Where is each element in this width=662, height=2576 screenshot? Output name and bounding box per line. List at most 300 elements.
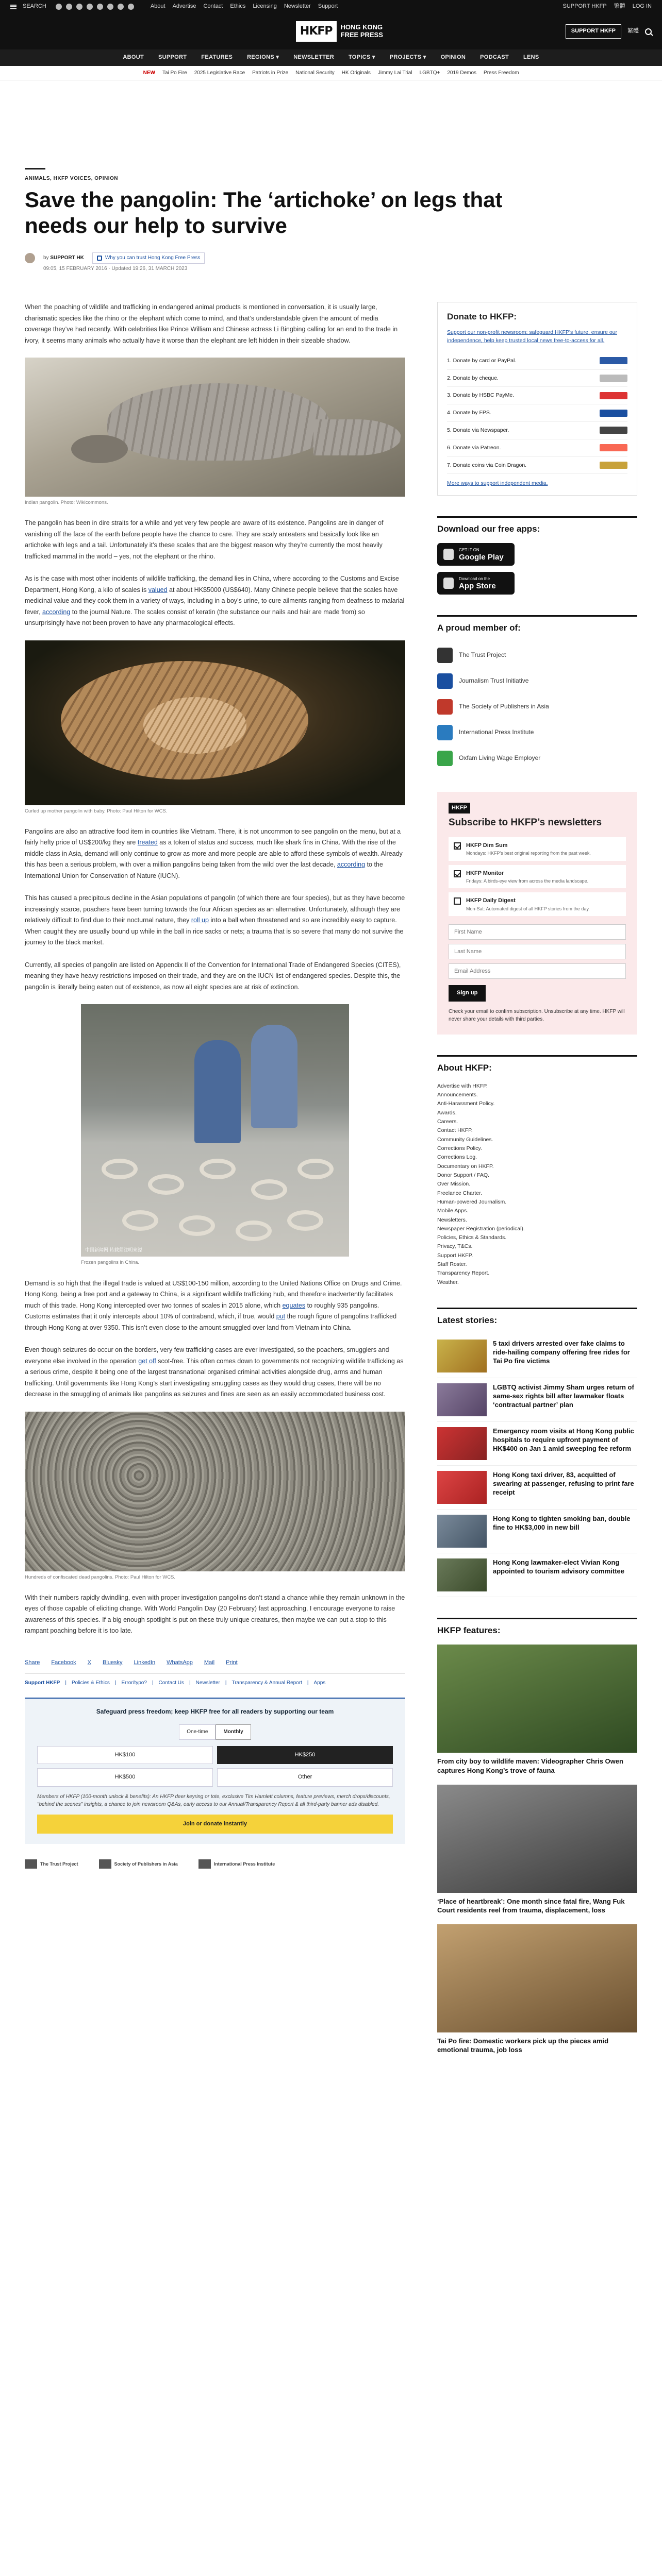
checkbox-checked[interactable] — [454, 842, 461, 850]
policies-link[interactable]: Policies & Ethics — [71, 1680, 110, 1686]
share-print-link[interactable]: Print — [226, 1659, 238, 1666]
sopa-icon — [437, 699, 453, 715]
facebook-icon[interactable] — [56, 4, 62, 10]
support-hkfp-link[interactable]: Support HKFP — [25, 1680, 60, 1686]
trending-item[interactable]: Jimmy Lai Trial — [377, 70, 412, 76]
fps-icon — [600, 410, 627, 417]
about-list — [437, 1082, 637, 1287]
newsletter-link[interactable]: Newsletter — [195, 1680, 220, 1686]
utility-link[interactable]: About — [150, 3, 166, 10]
apps-heading: Download our free apps: — [437, 516, 637, 536]
story-thumbnail — [437, 1558, 487, 1591]
paragraph — [25, 1278, 405, 1334]
about-link[interactable]: Staff Roster. — [437, 1261, 467, 1268]
sidebar-donate-title: Donate to HKFP: — [447, 312, 517, 322]
about-link[interactable]: Documentary on HKFP. — [437, 1163, 494, 1170]
pangolin-curl-shape — [179, 1215, 215, 1236]
trust-project-icon — [437, 648, 453, 663]
inline-link[interactable]: put — [276, 1313, 286, 1320]
latest-stories — [437, 1308, 637, 1597]
pangolin-photo-2[interactable] — [25, 640, 405, 805]
email-field[interactable] — [449, 963, 626, 979]
paragraph: With their numbers rapidly dwindling, even with proper investigation pangolins don’t stand a chance while they remain unknown in the eyes of those capable of eliciting change. With World Pangolin Day (20 February) fast approaching, I encourage everyone to raise awareness of this species. If a big enough spotlight is put on these truly unique creatures, then maybe we can put a stop to this rampant poaching before it is too late. — [25, 1594, 405, 1635]
share-label: Share — [25, 1659, 40, 1666]
utility-link[interactable]: Licensing — [253, 3, 277, 10]
amount-grid — [37, 1746, 393, 1787]
caption: Curled up mother pangolin with baby. Photo: Paul Hilton for WCS. — [25, 808, 168, 814]
donate-method[interactable] — [447, 370, 627, 387]
newsletter-desc: Mondays: HKFP's best original reporting from the past week. — [466, 851, 591, 856]
about-link[interactable]: Human-powered Journalism. — [437, 1198, 507, 1205]
pangolin-curl-shape — [287, 1210, 323, 1231]
feature-image — [437, 1785, 637, 1893]
story-item[interactable] — [437, 1422, 637, 1466]
story-item[interactable] — [437, 1510, 637, 1553]
story-item[interactable] — [437, 1334, 637, 1378]
pangolin-head-shape — [71, 435, 128, 463]
newsletter-option[interactable] — [449, 865, 626, 889]
text-run: Pangolins are also an attractive food item in countries like Vietnam. There, it is not uncommon to see pangolin on the menu, but at a fairly hefty price of US$200/kg they are — [25, 827, 401, 846]
photo-watermark: 中国新闻网 转载须注明来源 — [85, 1247, 142, 1253]
social-icons — [56, 4, 134, 10]
main-nav — [0, 49, 662, 66]
inline-link[interactable]: equates — [282, 1301, 306, 1309]
donate-method-label: 7. Donate coins via Coin Dragon. — [447, 462, 527, 468]
logo-line-1: HONG KONG — [340, 23, 383, 31]
inline-link[interactable]: according — [337, 861, 366, 869]
newsletter-desc: Fridays: A birds-eye view from across the media landscape. — [466, 878, 589, 884]
newsletter-name: HKFP Monitor — [466, 870, 504, 876]
author-link[interactable]: SUPPORT HK — [50, 255, 84, 261]
story-item[interactable] — [437, 1553, 637, 1597]
member-item[interactable] — [437, 694, 637, 720]
about-link[interactable]: Donor Support / FAQ. — [437, 1172, 489, 1178]
instagram-icon[interactable] — [76, 4, 82, 10]
pangolin-body-shape — [107, 383, 329, 461]
nav-item-about[interactable]: ABOUT — [123, 54, 144, 61]
frequency-monthly[interactable]: Monthly — [216, 1724, 251, 1740]
text-run: the rough figure of pangolins trafficked through Hong Kong at over 9350. This isn’t even close to the amount smuggled over land from Vietnam into China. — [25, 1313, 397, 1331]
masthead-language-link[interactable]: 繁體 — [627, 28, 639, 35]
inline-link[interactable]: treated — [137, 839, 158, 846]
x-icon[interactable] — [66, 4, 72, 10]
about-link[interactable]: Announcements. — [437, 1092, 478, 1098]
donate-method[interactable] — [447, 387, 627, 404]
newsletter-option[interactable] — [449, 892, 626, 916]
article-category[interactable]: ANIMALS, HKFP VOICES, OPINION — [25, 168, 45, 183]
about-link[interactable]: Mobile Apps. — [437, 1208, 469, 1214]
article-headline: Save the pangolin: The ‘artichoke’ on legs that needs our help to survive — [25, 188, 503, 238]
search-link[interactable]: SEARCH — [23, 3, 46, 10]
feature-item[interactable] — [437, 1785, 637, 1915]
utility-link[interactable]: Ethics — [230, 3, 246, 10]
story-title: LGBTQ activist Jimmy Sham urges return of same-sex rights bill after lawmaker floats ‘contractual partner’ plan — [493, 1383, 634, 1409]
story-item[interactable] — [437, 1378, 637, 1422]
google-play-big: Google Play — [459, 553, 504, 562]
cheque-icon — [600, 375, 627, 382]
nav-item-projects[interactable]: PROJECTS ▾ — [389, 54, 426, 61]
share-whatsapp-link[interactable]: WhatsApp — [167, 1659, 193, 1666]
about-link[interactable]: Privacy, T&Cs. — [437, 1243, 473, 1250]
member-label: The Trust Project — [459, 651, 506, 658]
trust-project-logo[interactable] — [25, 1859, 78, 1869]
about-link[interactable]: Careers. — [437, 1118, 458, 1125]
paragraph — [25, 1345, 405, 1400]
story-thumbnail — [437, 1427, 487, 1460]
support-hkfp-button[interactable]: SUPPORT HKFP — [566, 24, 621, 39]
member-block — [437, 615, 637, 771]
amount-option-selected[interactable]: HK$250 — [217, 1746, 393, 1765]
text-run: Even though seizures do occur on the borders, very few trafficking cases are ever investigated, so the poachers, smugglers and everyone else involved in the operation — [25, 1346, 389, 1365]
member-label: The Society of Publishers in Asia — [459, 702, 549, 710]
trending-item[interactable]: 2019 Demos — [447, 70, 477, 76]
pangolin-tail-shape — [313, 419, 401, 455]
feature-image — [437, 1924, 637, 2032]
bluesky-icon[interactable] — [107, 4, 113, 10]
feature-item[interactable] — [437, 1924, 637, 2055]
donate-widget-title: Safeguard press freedom; keep HKFP free for all readers by supporting our team — [96, 1708, 334, 1716]
apple-icon — [443, 578, 454, 589]
card-paypal-icon — [600, 357, 627, 364]
oxfam-icon — [437, 751, 453, 766]
worker-shape — [194, 1040, 241, 1143]
title-block — [25, 80, 637, 273]
google-play-small: GET IT ON — [459, 547, 479, 552]
caption: Frozen pangolins in China. — [81, 1260, 140, 1266]
logo-text — [341, 24, 383, 39]
share-mail-link[interactable]: Mail — [204, 1659, 215, 1666]
trending-item[interactable]: Press Freedom — [484, 70, 519, 76]
byline — [43, 254, 84, 262]
article-body — [25, 302, 405, 2086]
utility-bar — [0, 0, 662, 13]
newsletter-title: Subscribe to HKFP’s newsletters — [449, 817, 602, 828]
text-run: at about HK$5000 (US$640). Many Chinese people believe that the scales have medicinal value and they cook them in a variety of ways, including in a boy’s urine, to cure ailments ranging from deafness to malarial fever, — [25, 586, 405, 616]
amount-option[interactable]: HK$500 — [37, 1768, 213, 1787]
sidebar-donate — [437, 302, 637, 496]
first-name-field[interactable] — [449, 924, 626, 940]
about-block — [437, 1055, 637, 1287]
share-x-link[interactable]: X — [87, 1659, 92, 1666]
trust-badge-icon — [97, 256, 102, 261]
story-item[interactable] — [437, 1466, 637, 1510]
amount-option-other[interactable]: Other — [217, 1768, 393, 1787]
story-title: Hong Kong lawmaker-elect Vivian Kong appointed to tourism advisory committee — [493, 1558, 624, 1575]
menu-icon[interactable] — [10, 5, 16, 9]
author-avatar — [25, 253, 35, 263]
feature-item[interactable] — [437, 1645, 637, 1775]
about-link[interactable]: Awards. — [437, 1109, 457, 1116]
support-links: Support HKFP | Policies & Ethics | Error/typo? | Contact Us | Newsletter | Transparency & Annual Report | Apps — [25, 1674, 405, 1692]
text-run: Demand is so high that the illegal trade is valued at US$100-150 million, according to the United Nations Office on Drugs and Crime. Hong Kong, being a free port and a gateway to China, is a significant wildlife trafficking hub, and therefore inadvertently facilitates much of this trade. Hong Kong intercepted over two tonnes of scales in 2015 alone, which — [25, 1279, 402, 1309]
paragraph: The pangolin has been in dire straits for a while and yet very few people are aware of its existence. Pangolins are in danger of vanishing off the face of the earth before people have the chance to care. They are scaly anteaters and basically look like an artichoke with legs and a tail. Unfortunately it’s these scales that are the biggest reason why they’re currently the most heavily trafficked mammal in the world – yes, not the elephant or the rhino. — [25, 519, 384, 560]
donate-method[interactable] — [447, 422, 627, 439]
donate-method-label: 5. Donate via Newspaper. — [447, 427, 509, 433]
pangolin-curl-shape — [122, 1210, 158, 1231]
ipi-logo[interactable] — [198, 1859, 275, 1869]
member-item[interactable] — [437, 642, 637, 668]
member-item[interactable] — [437, 745, 637, 771]
member-heading: A proud member of: — [437, 615, 637, 635]
nav-item-features[interactable]: FEATURES — [201, 54, 233, 61]
text-run: As is the case with most other incidents of wildlife trafficking, the demand lies in China, where according to the Customs and Excise Department, Hong Kong, a kilo of scales is — [25, 575, 399, 594]
feature-image — [437, 1645, 637, 1753]
member-label: International Press Institute — [459, 728, 534, 736]
story-thumbnail — [437, 1515, 487, 1548]
masthead-right — [566, 24, 652, 39]
about-link[interactable]: Over Mission. — [437, 1181, 471, 1188]
apps-link[interactable]: Apps — [313, 1680, 326, 1686]
utility-link[interactable]: Contact — [203, 3, 223, 10]
newsletter-box — [437, 792, 637, 1035]
publish-date: 09:05, 15 FEBRUARY 2016 — [43, 266, 107, 272]
byline-prefix: by — [43, 255, 49, 261]
pangolin-curl-shape — [200, 1159, 236, 1179]
story-title: Hong Kong taxi driver, 83, acquitted of swearing at passenger, refusing to print fare receipt — [493, 1471, 634, 1497]
donate-method[interactable] — [447, 404, 627, 422]
about-link[interactable]: Contact HKFP. — [437, 1127, 473, 1134]
about-link[interactable]: Corrections Log. — [437, 1154, 477, 1161]
about-link[interactable]: Transparency Report. — [437, 1270, 490, 1277]
donate-widget-note: Members of HKFP (100-month unlock & benefits): An HKFP deer keyring or tote, exclusive Tim Hamlett columns, feature previews, merch drops/discounts, "behind the scenes" insights, a chance to join newsroom Q&As, early access to our Annual/Transparency Report & all third-party banner ads disabled. — [37, 1793, 390, 1807]
trust-link[interactable] — [92, 252, 205, 264]
donate-method-label: 4. Donate by FPS. — [447, 410, 491, 416]
share-linkedin-link[interactable]: LinkedIn — [134, 1659, 156, 1666]
utility-support-link[interactable]: SUPPORT HKFP — [562, 3, 607, 10]
donate-method-label: 6. Donate via Patreon. — [447, 444, 501, 451]
share-row — [25, 1648, 405, 1674]
jti-icon — [437, 673, 453, 689]
publisher-name: Society of Publishers in Asia — [114, 1861, 178, 1867]
pangolin-curl-shape — [297, 1159, 334, 1179]
share-bluesky-link[interactable]: Bluesky — [103, 1659, 123, 1666]
payme-icon — [600, 392, 627, 399]
donate-widget — [25, 1698, 405, 1844]
pangolin-photo-1[interactable] — [25, 358, 405, 497]
google-play-icon — [443, 549, 454, 560]
logo-mark: HKFP — [296, 21, 337, 41]
telegram-icon[interactable] — [118, 4, 124, 10]
contact-link[interactable]: Contact Us — [158, 1680, 185, 1686]
inline-link[interactable]: valued — [148, 586, 168, 594]
checkbox-unchecked[interactable] — [454, 897, 461, 905]
transparency-link[interactable]: Transparency & Annual Report — [231, 1680, 302, 1686]
figure-1 — [25, 358, 405, 506]
donate-method-label: 2. Donate by cheque. — [447, 375, 499, 381]
pangolin-curl-shape — [148, 1174, 184, 1195]
search-icon[interactable] — [645, 28, 652, 35]
member-item[interactable] — [437, 720, 637, 745]
ipi-icon — [437, 725, 453, 740]
story-thumbnail — [437, 1471, 487, 1504]
baby-pangolin-shape — [143, 697, 246, 754]
paragraph — [25, 573, 405, 629]
about-link[interactable]: Corrections Policy. — [437, 1145, 482, 1152]
masthead — [0, 13, 662, 49]
inline-link[interactable]: roll up — [191, 917, 209, 924]
donate-method-label: 3. Donate by HSBC PayMe. — [447, 392, 515, 399]
utility-links — [151, 2, 338, 11]
utility-right — [563, 2, 652, 11]
sidebar-donate-intro[interactable]: Support our non-profit newsroom: safeguard HKFP's future, ensure our independence, help keep trusted local news free-to-access for all. — [447, 329, 618, 344]
last-name-field[interactable] — [449, 944, 626, 959]
newsletter-note: Check your email to confirm subscription. Unsubscribe at any time. HKFP will never share your details with third parties. — [449, 1008, 625, 1022]
text-run: to the International Union for Conservation of Nature (IUCN). — [25, 861, 383, 879]
trending-item[interactable]: LGBTQ+ — [419, 70, 440, 76]
latest-heading: Latest stories: — [437, 1308, 637, 1327]
donate-method-label: 1. Donate by card or PayPal. — [447, 357, 517, 364]
newsletter-option-text — [466, 841, 591, 857]
language-link[interactable]: 繁體 — [614, 3, 625, 10]
trust-label: Why you can trust Hong Kong Free Press — [105, 255, 201, 261]
nav-item-topics[interactable]: TOPICS ▾ — [348, 54, 375, 61]
trending-item[interactable]: Tai Po Fire — [162, 70, 187, 76]
donate-method[interactable] — [447, 457, 627, 474]
newsletter-option-text — [466, 896, 590, 912]
nav-item-regions[interactable]: REGIONS ▾ — [247, 54, 279, 61]
sopa-mark — [99, 1859, 111, 1869]
publisher-name: International Press Institute — [213, 1861, 275, 1867]
app-store-big: App Store — [459, 582, 496, 591]
inline-link[interactable]: according — [42, 608, 71, 616]
utility-link[interactable]: Newsletter — [284, 3, 311, 10]
figure-2 — [25, 640, 405, 815]
logo-line-2: FREE PRESS — [340, 31, 383, 39]
about-link[interactable]: Advertise with HKFP. — [437, 1082, 488, 1089]
trending-item[interactable]: 2025 Legislative Race — [194, 70, 245, 76]
about-heading: About HKFP: — [437, 1055, 637, 1075]
publisher-name: The Trust Project — [40, 1861, 78, 1867]
trust-project-mark — [25, 1859, 37, 1869]
about-link[interactable]: Support HKFP. — [437, 1252, 473, 1259]
error-typo-link[interactable]: Error/typo? — [121, 1680, 147, 1686]
figure-4 — [25, 1412, 405, 1581]
feature-title: ‘Place of heartbreak’: One month since fatal fire, Wang Fuk Court residents reel from trauma, displacement, loss — [437, 1897, 625, 1914]
about-link[interactable]: Community Guidelines. — [437, 1136, 493, 1143]
nav-item-lens[interactable]: LENS — [523, 54, 539, 61]
trending-bar — [0, 66, 662, 80]
updated-date: Updated 19:26, 31 MARCH 2023 — [111, 266, 188, 272]
patreon-icon — [600, 444, 627, 451]
site-logo[interactable] — [296, 21, 383, 41]
story-title: Hong Kong to tighten smoking ban, double fine to HK$3,000 in new bill — [493, 1515, 631, 1532]
confiscated-pangolins-photo[interactable] — [25, 1412, 405, 1571]
member-label: Journalism Trust Initiative — [459, 676, 529, 684]
newsletter-desc: Mon-Sat: Automated digest of all HKFP stories from the day. — [466, 906, 590, 911]
newsletter-option[interactable] — [449, 837, 626, 861]
apps-block — [437, 516, 637, 595]
paragraph — [25, 893, 405, 948]
newsletter-name: HKFP Daily Digest — [466, 897, 516, 904]
sopa-logo[interactable] — [99, 1859, 178, 1869]
figure-3 — [81, 1004, 349, 1266]
nav-item-podcast[interactable]: PODCAST — [480, 54, 509, 61]
worker-shape — [251, 1025, 297, 1128]
story-title: 5 taxi drivers arrested over fake claims to ride-hailing company offering free rides for Tai Po fire victims — [493, 1340, 630, 1365]
page — [0, 80, 662, 2086]
inline-link[interactable]: get off — [138, 1357, 156, 1365]
caption: Hundreds of confiscated dead pangolins. Photo: Paul Hilton for WCS. — [25, 1574, 176, 1580]
about-link[interactable]: Anti-Harassment Policy. — [437, 1100, 495, 1107]
about-link[interactable]: Newsletters. — [437, 1216, 467, 1223]
content — [25, 302, 637, 2086]
frequency-one-time[interactable]: One-time — [179, 1724, 216, 1740]
newspaper-icon — [600, 427, 627, 434]
paragraph: When the poaching of wildlife and trafficking in endangered animal products is mentioned in conversation, it is usually large, charismatic species like the rhino or the elephant which come to mind, and that’s understandable given the amount of media coverage they’ve had recently. With celebrities like Prince William and Chinese actress Li Bingbing calling for an end to the trade in ivory, it seems many animals who actually have it worse than the elephant are left hidden in their sizeable shadow. — [25, 303, 398, 344]
donate-method[interactable] — [447, 439, 627, 457]
linkedin-icon[interactable] — [128, 4, 134, 10]
app-store-small: Download on the — [459, 576, 490, 581]
publisher-logos — [25, 1844, 405, 1879]
donate-method[interactable] — [447, 352, 627, 370]
about-link[interactable]: Policies, Ethics & Standards. — [437, 1234, 507, 1241]
pangolin-curl-shape — [251, 1179, 287, 1200]
pangolin-curl-shape — [236, 1221, 272, 1241]
byline-row — [25, 252, 637, 264]
newsletter-logo: HKFP — [449, 803, 470, 814]
sidebar — [437, 302, 637, 2086]
utility-link[interactable]: Support — [318, 3, 338, 10]
feature-title: Tai Po fire: Domestic workers pick up the pieces amid emotional trauma, job loss — [437, 2037, 609, 2054]
features-block — [437, 1618, 637, 2054]
checkbox-checked[interactable] — [454, 870, 461, 877]
amount-option[interactable]: HK$100 — [37, 1746, 213, 1765]
date-line: 09:05, 15 FEBRUARY 2016 · Updated 19:26, 31 MARCH 2023 — [43, 266, 188, 272]
threads-icon[interactable] — [97, 4, 103, 10]
text-run: to roughly 935 pangolins. Customs estimates that it only intercepts about 10% of contraband, which, if true, would — [25, 1301, 379, 1320]
trending-new-label: NEW — [143, 70, 155, 76]
about-link[interactable]: Freelance Charter. — [437, 1190, 482, 1196]
frozen-pangolins-photo[interactable] — [81, 1004, 349, 1257]
nav-item-support[interactable]: SUPPORT — [158, 54, 187, 61]
member-item[interactable] — [437, 668, 637, 694]
about-link[interactable]: Weather. — [437, 1279, 459, 1285]
story-thumbnail — [437, 1383, 487, 1416]
nav-item-newsletter[interactable]: NEWSLETTER — [293, 54, 334, 61]
login-link[interactable]: LOG IN — [632, 3, 652, 10]
text-run: as a token of status and success, much like shark fins in China. With the rise of the middle class in Asia, demand will only continue to grow as more and more people are able to afford these symbols of wealth. Already this has been a serious problem, with over a million pangolins being taken from the wild over the last decade, — [25, 839, 403, 869]
member-label: Oxfam Living Wage Employer — [459, 754, 541, 761]
caption: Indian pangolin. Photo: Wikicommons. — [25, 500, 108, 506]
more-ways-link[interactable]: More ways to support independent media. — [447, 480, 548, 487]
youtube-icon[interactable] — [87, 4, 93, 10]
features-heading: HKFP features: — [437, 1618, 637, 1637]
share-facebook-link[interactable]: Facebook — [51, 1659, 76, 1666]
newsletter-name: HKFP Dim Sum — [466, 842, 508, 849]
signup-button[interactable]: Sign up — [449, 985, 486, 1002]
text-run: to the journal Nature. The scales consist of keratin (the substance our nails and hair are made from) so unsurprisingly have not been proven to have any pharmacological effects. — [25, 608, 365, 627]
trending-item[interactable]: Patriots in Prize — [252, 70, 289, 76]
paragraph: Currently, all species of pangolin are listed on Appendix II of the Convention for International Trade of Endangered Species (CITES), meaning they have heavy restrictions imposed on their trade, and they are on the IUCN list of endangered species. Despite this, the pangolin is literally being eaten out of existence, as now all eight species are at risk of extinction. — [25, 961, 401, 991]
about-link[interactable]: Newspaper Registration (periodical). — [437, 1225, 525, 1232]
utility-link[interactable]: Advertise — [172, 3, 196, 10]
coin-dragon-icon — [600, 462, 627, 469]
story-title: Emergency room visits at Hong Kong public hospitals to require upfront payment of HK$400 on Jan 1 amid sweeping fee reform — [493, 1427, 634, 1453]
ipi-mark — [198, 1859, 211, 1869]
frequency-toggle — [179, 1724, 251, 1740]
trending-item[interactable]: National Security — [295, 70, 335, 76]
google-play-button[interactable] — [437, 543, 515, 566]
paragraph — [25, 826, 405, 882]
nav-item-opinion[interactable]: OPINION — [440, 54, 466, 61]
text-run: into a ball when threatened and so are incredibly easy to capture. When caught they are usually bound up while in the ball in rice sacks or nets; a trauma that is so severe that many do not survive the journey to the black market. — [25, 917, 404, 946]
pangolin-curl-shape — [102, 1159, 138, 1179]
app-store-button[interactable] — [437, 572, 515, 595]
trending-item[interactable]: HK Originals — [341, 70, 371, 76]
join-donate-button[interactable]: Join or donate instantly — [37, 1815, 393, 1834]
utility-left — [10, 2, 338, 11]
text-run: scot-free. This often comes down to governments not recognizing wildlife trafficking as a serious crime, despite it being one of the largest transnational organised criminal activities alongside drug, arms and human trafficking. Until governments like Hong Kong’s start investigating smuggling cases as they would drug cases, there will be no decrease in the smuggling of animals like pangolins as seizures and fines are seen as an easily accommodated business cost. — [25, 1357, 404, 1398]
